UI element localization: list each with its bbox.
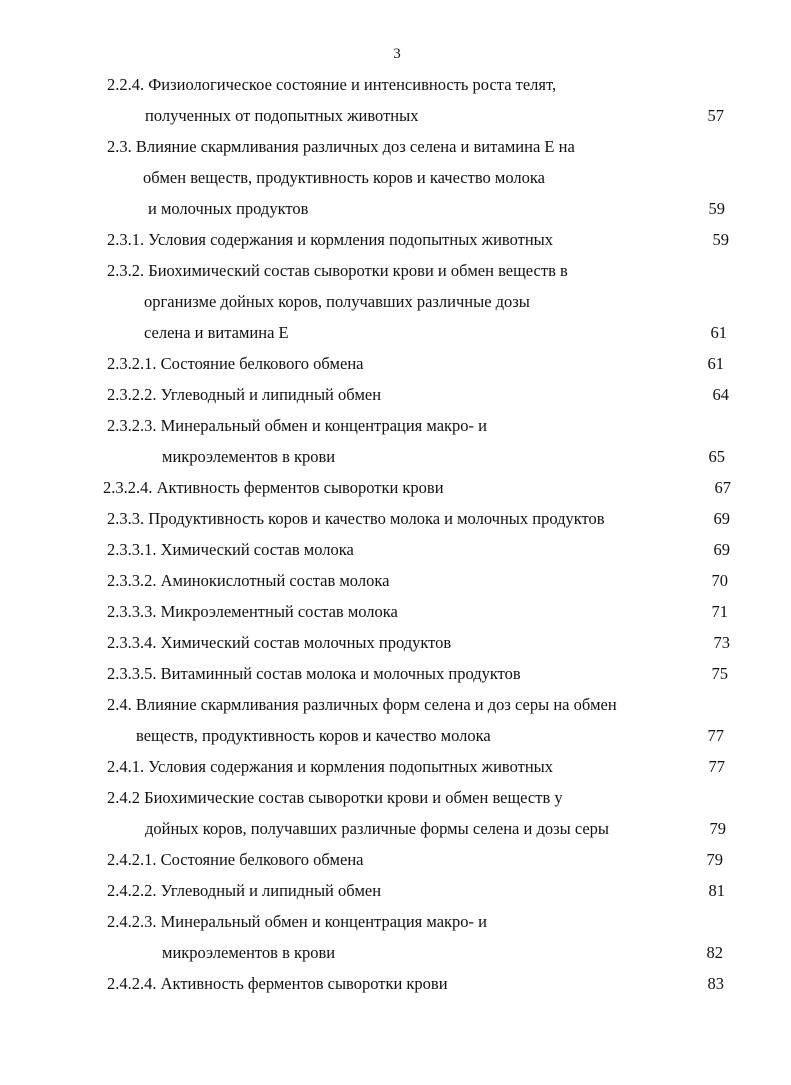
toc-entry-page-number: 59 (708, 199, 725, 218)
toc-entry-page-number: 65 (708, 447, 725, 466)
toc-entry-title: 2.3.2.1. Состояние белкового обмена (107, 354, 364, 373)
toc-entry-continuation: организме дойных коров, получавших различные дозы (144, 292, 530, 311)
page-number: 3 (393, 46, 401, 62)
toc-entry-title: 2.3.1. Условия содержания и кормления подопытных животных (107, 230, 553, 249)
toc-entry-title: 2.2.4. Физиологическое состояние и интенсивность роста телят, (107, 75, 557, 94)
toc-entry-title: 2.4.2.2. Углеводный и липидный обмен (107, 881, 382, 900)
toc-entry-title: 2.3. Влияние скармливания различных доз селена и витамина Е на (107, 137, 575, 156)
toc-entry-page-number: 82 (706, 943, 723, 962)
toc-entry-title: 2.3.3. Продуктивность коров и качество молока и молочных продуктов (107, 509, 605, 528)
toc-entry-continuation: веществ, продуктивность коров и качество молока (136, 726, 491, 745)
toc-entry-page-number: 69 (713, 509, 730, 528)
toc-entry-title: 2.4.2 Биохимические состав сыворотки крови и обмен веществ у (107, 788, 563, 807)
toc-entry-continuation: полученных от подопытных животных (145, 106, 419, 125)
toc-entry-title: 2.3.3.4. Химический состав молочных продуктов (107, 633, 452, 652)
toc-entry-page-number: 61 (707, 354, 724, 373)
toc-entry-page-number: 77 (707, 726, 724, 745)
toc-entry-title: 2.4.1. Условия содержания и кормления подопытных животных (107, 757, 553, 776)
toc-entry-page-number: 75 (711, 664, 728, 683)
toc-entry-title: 2.3.2.2. Углеводный и липидный обмен (107, 385, 382, 404)
toc-entry-continuation: и молочных продуктов (148, 199, 309, 218)
toc-entry-page-number: 83 (707, 974, 724, 993)
toc-entry-title: 2.4. Влияние скармливания различных форм селена и доз серы на обмен (107, 695, 617, 714)
toc-entry-continuation: селена и витамина Е (144, 323, 289, 342)
toc-entry-continuation: обмен веществ, продуктивность коров и качество молока (143, 168, 545, 187)
toc-entry-page-number: 59 (712, 230, 729, 249)
toc-entry-page-number: 79 (706, 850, 723, 869)
toc-entry-page-number: 77 (708, 757, 725, 776)
toc-entry-title: 2.3.3.2. Аминокислотный состав молока (107, 571, 390, 590)
toc-entry-page-number: 67 (714, 478, 731, 497)
toc-entry-title: 2.3.2. Биохимический состав сыворотки крови и обмен веществ в (107, 261, 568, 280)
toc-entry-page-number: 73 (713, 633, 730, 652)
toc-entry-page-number: 71 (711, 602, 728, 621)
toc-entry-title: 2.3.2.3. Минеральный обмен и концентрация макро- и (107, 416, 488, 435)
toc-entry-page-number: 79 (709, 819, 726, 838)
toc-entry-continuation: дойных коров, получавших различные формы селена и дозы серы (145, 819, 610, 838)
toc-entry-title: 2.3.3.1. Химический состав молока (107, 540, 354, 559)
toc-entry-page-number: 57 (707, 106, 724, 125)
toc-entry-title: 2.4.2.3. Минеральный обмен и концентрация макро- и (107, 912, 488, 931)
toc-entry-title: 2.4.2.4. Активность ферментов сыворотки крови (107, 974, 448, 993)
toc-entry-page-number: 61 (710, 323, 727, 342)
toc-entry-title: 2.3.3.5. Витаминный состав молока и молочных продуктов (107, 664, 521, 683)
toc-entry-title: 2.4.2.1. Состояние белкового обмена (107, 850, 364, 869)
toc-entry-page-number: 81 (708, 881, 725, 900)
toc-entry-title: 2.3.3.3. Микроэлементный состав молока (107, 602, 398, 621)
toc-entry-page-number: 70 (711, 571, 728, 590)
toc-entry-page-number: 64 (712, 385, 729, 404)
toc-entry-page-number: 69 (713, 540, 730, 559)
toc-entry-continuation: микроэлементов в крови (162, 447, 336, 466)
toc-entry-title: 2.3.2.4. Активность ферментов сыворотки крови (103, 478, 444, 497)
toc-entry-continuation: микроэлементов в крови (162, 943, 336, 962)
